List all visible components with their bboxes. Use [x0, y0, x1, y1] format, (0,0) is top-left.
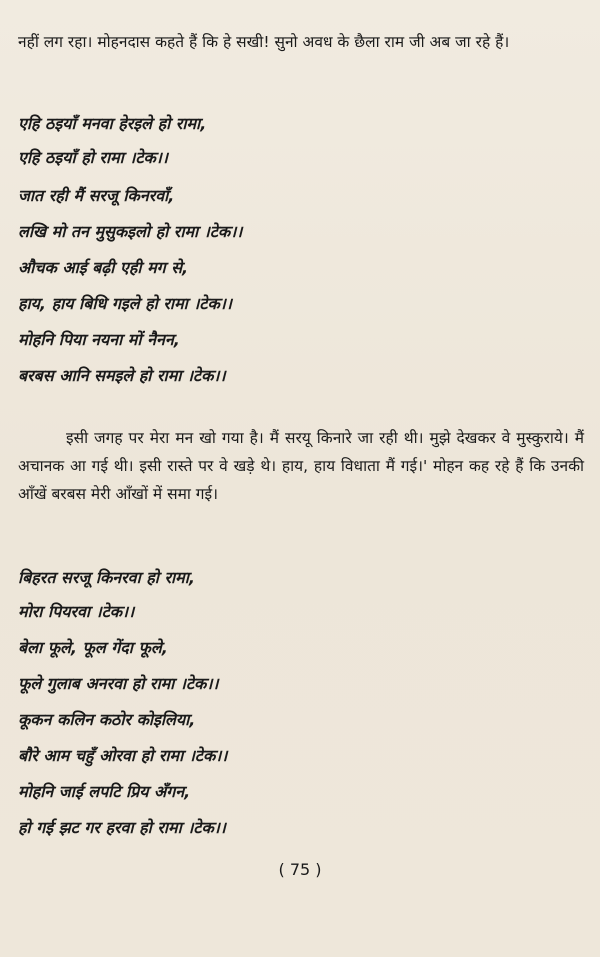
verse1-line-1: एहि ठइयाँ मनवा हेरइले हो रामा, — [18, 114, 207, 133]
verse2-line-5: कूकन कलिन कठोर कोइलिया, — [18, 710, 196, 729]
page-number: ( 75 ) — [278, 860, 322, 879]
verse1-line-2: एहि ठइयाँ हो रामा ।टेक।। — [18, 148, 168, 167]
verse2-line-3: बेला फूले, फूल गेंदा फूले, — [18, 638, 168, 657]
verse1-line-8: बरबस आनि समइले हो रामा ।टेक।। — [18, 366, 226, 385]
verse2-line-6: बौरे आम चहुँ ओरवा हो रामा ।टेक।। — [18, 746, 228, 765]
verse1-line-7: मोहनि पिया नयना मों नैनन, — [18, 330, 180, 349]
verse1-line-3: जात रही मैं सरजू किनरवाँ, — [18, 186, 175, 205]
verse2-line-4: फूले गुलाब अनरवा हो रामा ।टेक।। — [18, 674, 219, 693]
verse1-line-4: लखि मो तन मुसुकइलो हो रामा ।टेक।। — [18, 222, 243, 241]
verse1-line-5: औचक आई बढ़ी एही मग से, — [18, 258, 189, 277]
verse2-line-2: मोरा पियरवा ।टेक।। — [18, 602, 135, 621]
paragraph-explanation: इसी जगह पर मेरा मन खो गया है। मैं सरयू किनारे जा रही थी। मुझे देखकर वे मुस्कुराये। मैं अचानक आ गई थी। इसी रास्ते पर वे खड़े थे। हाय, हाय विधाता मैं गई।' मोहन कह रहे हैं कि उनकी आँखें बरबस मेरी आँखों में समा गई। — [18, 429, 584, 503]
verse2-line-1: बिहरत सरजू किनरवा हो रामा, — [18, 568, 195, 587]
verse2-line-7: मोहनि जाई लपटि प्रिय अँगन, — [18, 782, 191, 801]
paragraph-opening: नहीं लग रहा। मोहनदास कहते हैं कि हे सखी! सुनो अवध के छैला राम जी अब जा रहे हैं। — [18, 33, 510, 51]
verse2-line-8: हो गई झट गर हरवा हो रामा ।टेक।। — [18, 818, 226, 837]
verse1-line-6: हाय, हाय बिधि गइले हो रामा ।टेक।। — [18, 294, 232, 313]
